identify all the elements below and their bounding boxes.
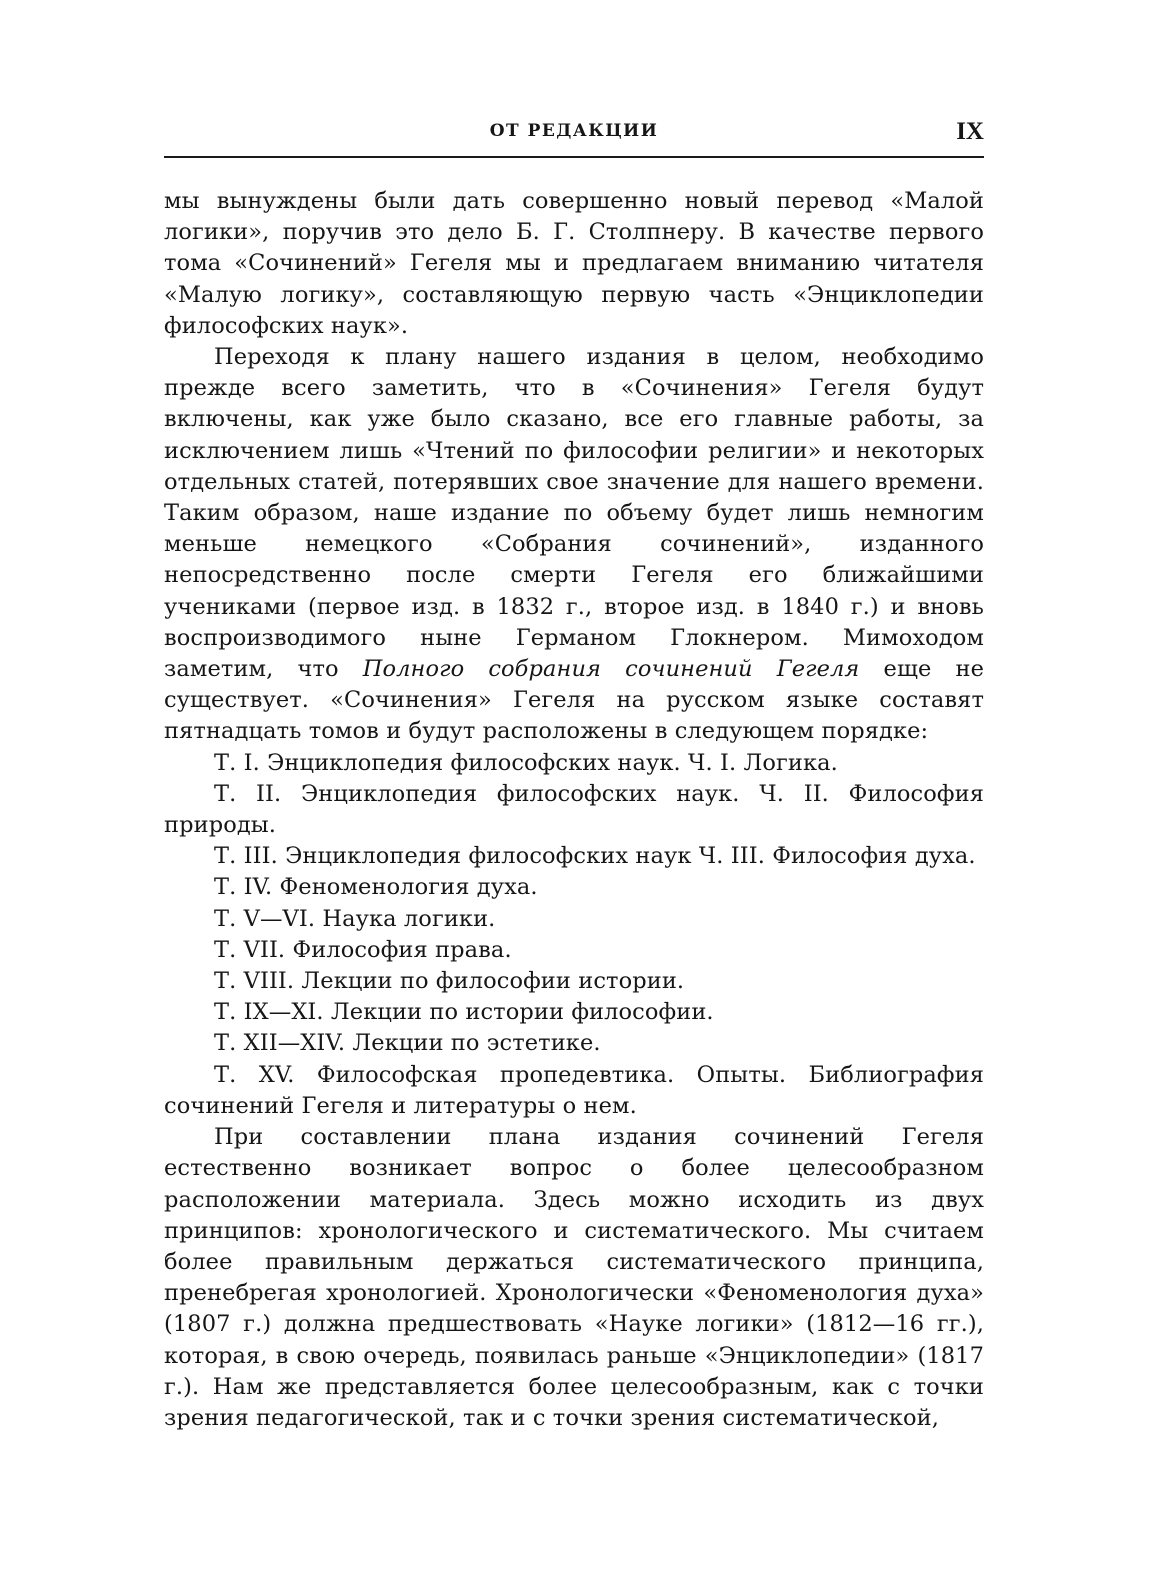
volume-item: Т. VII. Философия права. — [214, 936, 512, 963]
body-text — [164, 186, 984, 1434]
volume-item: Т. XV. Философская пропедевтика. Опыты. Библиография сочинений Гегеля и литературы о нем. — [164, 1061, 984, 1119]
paragraph-2 — [164, 342, 984, 748]
running-head — [164, 118, 984, 155]
volume-list — [164, 748, 984, 1122]
volume-item: Т. V—VI. Наука логики. — [214, 905, 496, 932]
volume-item: Т. IV. Феноменология духа. — [214, 874, 538, 901]
header-rule — [164, 156, 984, 158]
volume-item: Т. I. Энциклопедия философских наук. Ч. I. Логика. — [214, 749, 838, 776]
running-title: ОТ РЕДАКЦИИ — [489, 121, 659, 141]
page-number: IX — [956, 118, 984, 145]
volume-item: Т. II. Энциклопедия философских наук. Ч. II. Философия природы. — [164, 780, 984, 839]
volume-item: Т. VIII. Лекции по философии истории. — [214, 968, 685, 995]
paragraph-2-text-start: Переходя к плану нашего издания в целом, необходимо прежде всего заметить, что в «Сочинения» Гегеля будут включены, как уже было сказано, все его главные работы, за исключением лишь «Чтений по философии религии» и некоторых отдельных статей, потерявших свое значение для нашего времени. Таким образом, наше издание по объему будет лишь немногим меньше немецкого «Собрания сочинений», изданного непосредственно после смерти Гегеля его ближайшими учениками (первое изд. в 1832 г., второе изд. в 1840 г.) и вновь воспроизводимого ныне Германом Глокнером. Мимоходом заметим, что — [164, 344, 984, 683]
paragraph-2-text-end: еще не существует. «Сочинения» Гегеля на русском языке составят пятнадцать томов и будут расположены в следующем порядке: — [164, 656, 984, 745]
paragraph-1: мы вынуждены были дать совершенно новый перевод «Малой логики», поручив это дело Б. Г. Столпнеру. В качестве первого тома «Сочинений» Гегеля мы и предлагаем вниманию читателя «Малую логику», составляющую первую часть «Энциклопедии философских наук». — [164, 188, 984, 339]
paragraph-2-italic-title: Полного собрания сочинений Гегеля — [362, 656, 860, 683]
volume-item: Т. III. Энциклопедия философских наук Ч. III. Философия духа. — [214, 843, 976, 870]
paragraph-3: При составлении плана издания сочинений Гегеля естественно возникает вопрос о более целесообразном расположении материала. Здесь можно исходить из двух принципов: хронологического и систематического. Мы считаем более правильным держаться систематического принципа, пренебрегая хронологией. Хронологически «Феноменология духа» (1807 г.) должна предшествовать «Науке логики» (1812—16 гг.), которая, в свою очередь, появилась раньше «Энциклопедии» (1817 г.). Нам же представляется более целесообразным, как с точки зрения педагогической, так и с точки зрения систематической, — [164, 1124, 984, 1431]
volume-item: Т. IX—XI. Лекции по истории философии. — [214, 999, 714, 1026]
volume-item: Т. XII—XIV. Лекции по эстетике. — [214, 1030, 601, 1057]
book-page — [164, 0, 984, 1588]
